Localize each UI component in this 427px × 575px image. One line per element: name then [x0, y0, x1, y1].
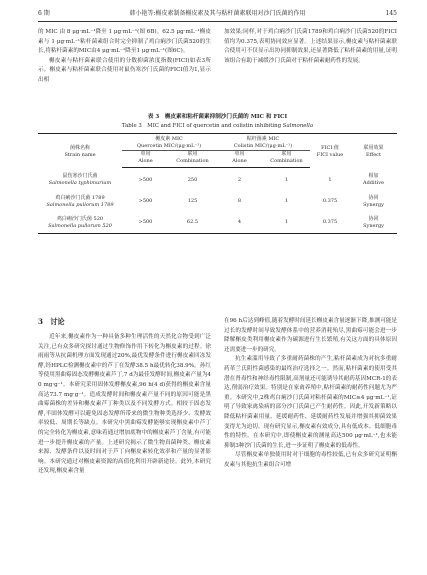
- left-column-top: [38, 28, 211, 86]
- subheader-combination-en: Combination: [263, 158, 310, 168]
- table-row: [38, 191, 397, 212]
- cell-fici: 1: [328, 176, 332, 183]
- subheader-alone-en: Alone: [216, 158, 263, 168]
- paragraph: 抗生素滥用导致了多重耐药菌株的产生,粘杆菌素成为对抗多重耐药革兰氏阴性菌感染的最终治疗选择之一。然而,粘杆菌素的使用受其潜在肾毒性和神经毒性限制,高剂量还可能诱导其耐药基因MCR-1的表达,削弱治疗效果。特别是在家禽养殖中,粘杆菌素的耐药性问题尤为严重。本研究中,2株鸡白痢沙门氏菌对粘杆菌素的MIC≥4 μg·mL⁻¹,证明了导致家禽染病的部分沙门氏菌已产生耐药性。因此,开发新策略以降低粘杆菌素用量、延缓耐药性、延缓耐药性发展并增强其抑菌效果变得尤为迫切。现有研究显示,槲皮素有效成分,具有低成本、低细胞毒性的特性。在本研究中,即使槲皮素的测量高达500 μg·mL⁻¹,也未能抑制3种沙门氏菌的生长,进一步证明了槲皮素的低毒性。: [224, 356, 397, 449]
- table-caption-cn: 表 3 槲皮素和粘杆菌素抑制沙门氏菌的 MIC 和 FICI: [147, 114, 288, 120]
- right-column-bottom: [224, 317, 397, 471]
- subheader-alone: 单用: [234, 151, 245, 157]
- page-number-right: 145: [385, 10, 397, 17]
- cell-effect: 协同 Synergy: [363, 194, 384, 208]
- header-rule: [38, 21, 397, 22]
- left-column-bottom: [38, 333, 211, 477]
- section-heading: 3 讨论: [38, 317, 65, 326]
- cell-q-alone: >500: [122, 212, 169, 234]
- paragraph: 加效果;同样,对于鸡白痢沙门氏菌1789和鸡白痢沙门氏菌520的FICI值均为0.375,表明协同效应显著。上述结果显示,槲皮素与粘杆菌素联合使用可不仅显示出协同抑制效果,还显著降低了粘杆菌素的用量,证明该组合有助于减缓沙门氏菌对于粘杆菌素耐药性的发展。: [224, 29, 397, 64]
- header-colistin-mic: 粘杆菌素 MIC Colistin MIC/(μg·mL⁻¹): [216, 134, 310, 151]
- table-header-row: [38, 134, 397, 151]
- right-column-top: [224, 28, 397, 66]
- header-effect: 联用效果 Effect: [350, 134, 397, 168]
- caption-en-text: Table 3 MIC and FICI of quercetin and colistin inhibiting: [121, 123, 283, 129]
- cell-c-alone: 2: [237, 177, 242, 183]
- cell-q-comb: 125: [187, 198, 198, 204]
- paragraph: 近年来,槲皮素作为一种具备多种生理活性的天然化合物受到广泛关注,已有众多研究探讨通过生物修饰作用下转化为槲皮素的过程。徐雨雨等从抗菌机理方面发现通过20%,最优发酵条件进行槲皮素回冻发酵,经HPLC检测槲皮素中的芦丁在发酵38.5 h最优转化38.9%。孙红 等使用黑曲霉固态发酵槲皮素芦丁,7 d为最佳发酵时间,槲皮素产量为40 mg·g⁻¹。本研究采用固体发酵槲皮素,96 h(4 d)获得的槲皮素含量高达73.7 mg·g⁻¹。造成发酵时间和槲皮素产量不同的原因可能是黑曲霉菌株的差异和槲皮素芦丁种类以及不同发酵方式。相较于固态发酵,半固体发酵可以避免固态发酵所带来的微生物种类选择少、发酵效率较低、周期长等缺点。本研究中黑曲霉发酵能够实现槲皮素中芦丁的完全转化为槲皮素,意味着通过增加底物中的槲皮素芦丁含量,有可能进一步提升槲皮素的产量。上述研究揭示了微生物真菌种类、槲皮素来源、发酵条件以及时间对于芦丁向槲皮素转化效率和产量的显著影响。本研究通过对槲皮素资源的高值化利用开辟新途径。此外,本研究还发现,槲皮素含量: [38, 334, 211, 475]
- cell-strain: 鸡白痢沙门氏菌 520 Salmonella pullorum 520: [38, 212, 122, 234]
- table-row: [38, 168, 397, 192]
- cell-q-alone: >500: [138, 198, 153, 204]
- header-strain: 菌株名称 Strain name: [38, 134, 122, 168]
- page-number-left: 6 期: [38, 10, 50, 17]
- subheader-combination: 联用: [187, 151, 198, 157]
- subheader-combination-en: Combination: [169, 158, 216, 168]
- cell-effect: 相加 Additive: [362, 173, 384, 187]
- running-header: [38, 8, 397, 20]
- cell-c-comb: 1: [284, 177, 289, 183]
- cell-q-comb: 250: [187, 177, 198, 183]
- cell-fici: 0.375: [322, 198, 338, 204]
- paragraph: 的 MIC 由 8 μg·mL⁻¹降至 1 μg·mL⁻¹(图 6B)。62.5 μg·mL⁻¹槲皮素与 1 μg·mL⁻¹粘杆菌素组合时完全抑制了鸡白痢沙门氏菌520的生长,将粘杆菌素的MIC由4 μg·mL⁻¹降至1 μg·mL⁻¹(图6C)。: [38, 29, 211, 55]
- cell-c-comb: 1: [284, 198, 289, 204]
- caption-en-italic: Salmonella: [282, 123, 314, 129]
- cell-effect: 协同 Synergy: [350, 212, 397, 234]
- subheader-alone: 单用: [140, 151, 151, 157]
- cell-strain: 鼠伤寒沙门氏菌 Salmonella typhimurium: [48, 173, 112, 187]
- cell-strain: 鸡白痢沙门氏菌 1789 Salmonella pullorum 1789: [46, 194, 114, 208]
- table-caption-en: [38, 122, 397, 130]
- table-row: [38, 212, 397, 234]
- cell-q-alone: >500: [138, 177, 153, 183]
- mic-fici-table: [38, 133, 397, 234]
- cell-c-comb: 1: [263, 212, 310, 234]
- header-fici: FICI 值 FICI value: [310, 134, 350, 168]
- cell-c-alone: 4: [216, 212, 263, 234]
- cell-c-alone: 8: [237, 198, 242, 204]
- paragraph: 尽管槲皮素单独使用时对于细胞的毒性较低,已有众多研究证明槲皮素与其他抗生素组合可增: [224, 452, 397, 468]
- subheader-alone-en: Alone: [122, 158, 169, 168]
- running-title: 韩小艳等:槲皮素制备槲皮素及其与粘杆菌素联用对沙门氏菌的作用: [129, 10, 306, 17]
- cell-fici: 0.375: [310, 212, 350, 234]
- header-quercetin-mic: 槲皮素 MIC Quercetin MIC/(μg·mL⁻¹): [122, 134, 216, 151]
- paragraph: 在96 h后达到峰值,随着发酵时间延长槲皮素含量逐渐下降,推测可能是过长的发酵时间导致发酵体系中的营养消耗殆尽,黑曲霉可能会进一步降解槲皮类利用槲皮素作为碳源进行生长繁殖,有关这方面的具体原因还需要进一步的研究。: [224, 318, 397, 353]
- subheader-combination: 联用: [281, 151, 292, 157]
- paragraph: 槲皮素与粘杆菌素联合使用的分数抑菌浓度指数(FICI)如表3所示。槲皮素与粘杆菌素联合使用对鼠伤寒沙门氏菌的FICI值为1,显示出相: [38, 57, 211, 83]
- cell-q-comb: 62.5: [169, 212, 216, 234]
